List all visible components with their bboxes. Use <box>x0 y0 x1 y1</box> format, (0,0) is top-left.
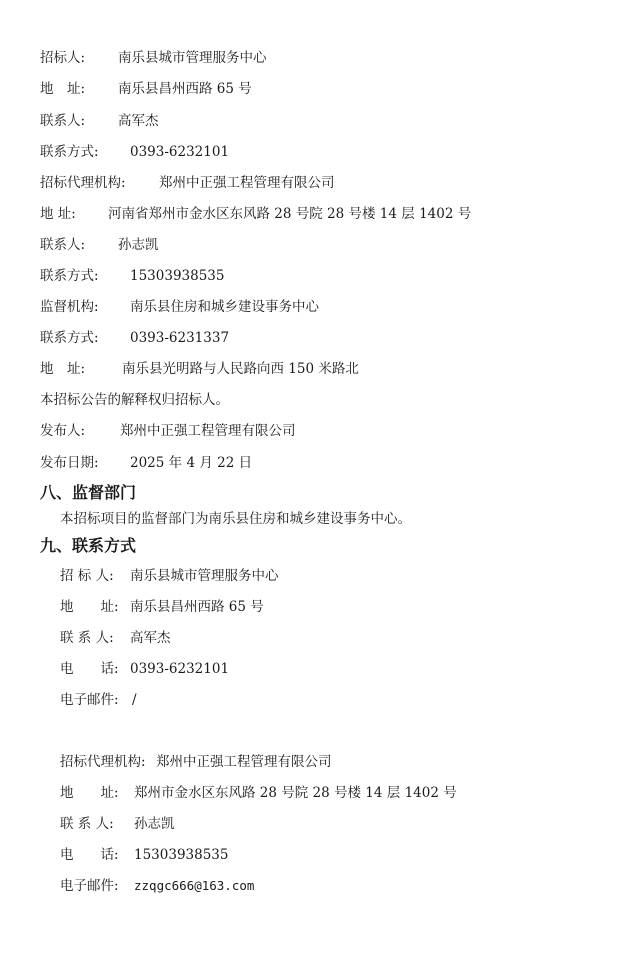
supervisor-label: 监督机构: <box>40 299 99 315</box>
s9-agency-phone-value: 15303938535 <box>134 847 229 863</box>
tenderer-value: 南乐县城市管理服务中心 <box>118 50 267 66</box>
s9-tenderer-row <box>60 568 279 584</box>
s9-tenderer-phone-row <box>60 661 230 677</box>
s9-tenderer-email-row <box>60 692 137 708</box>
agency-contact-label: 联系人: <box>40 237 86 253</box>
agency-value: 郑州中正强工程管理有限公司 <box>159 175 335 191</box>
s9-agency-address-label: 地 址: <box>60 785 119 801</box>
s9-agency-address-row <box>60 785 457 801</box>
agency-phone-label: 联系方式: <box>40 268 99 284</box>
tenderer-phone-value: 0393-6232101 <box>130 144 230 160</box>
s9-tenderer-address-label: 地 址: <box>60 599 119 615</box>
s9-agency-row <box>60 754 332 770</box>
tenderer-row <box>40 50 267 66</box>
supervisor-phone-value: 0393-6231337 <box>130 330 230 346</box>
tenderer-address-value: 南乐县昌州西路 65 号 <box>118 81 252 97</box>
supervisor-address-label: 地 址: <box>40 361 86 377</box>
publish-date-row <box>40 455 253 471</box>
tenderer-contact-row <box>40 113 159 129</box>
s9-tenderer-contact-label: 联 系 人: <box>60 630 114 646</box>
tenderer-contact-value: 高军杰 <box>118 113 159 129</box>
s9-tenderer-address-row <box>60 599 264 615</box>
tenderer-phone-label: 联系方式: <box>40 144 99 160</box>
agency-phone-row <box>40 268 225 284</box>
supervisor-address-row <box>40 361 359 377</box>
agency-address-label: 地 址: <box>40 206 76 222</box>
s9-agency-email-value[interactable]: zzqgc666@163.com <box>134 878 255 893</box>
supervisor-phone-row <box>40 330 230 346</box>
tenderer-address-row <box>40 81 252 97</box>
agency-contact-value: 孙志凯 <box>118 237 159 253</box>
publish-date-value: 2025 年 4 月 22 日 <box>130 455 253 471</box>
s9-agency-email-label: 电子邮件: <box>60 878 119 894</box>
s9-agency-contact-row <box>60 816 175 832</box>
s9-tenderer-label: 招 标 人: <box>60 568 114 584</box>
s9-agency-phone-label: 电 话: <box>60 847 119 863</box>
section8-text: 本招标项目的监督部门为南乐县住房和城乡建设事务中心。 <box>60 511 411 527</box>
s9-agency-email-row <box>60 878 255 894</box>
s9-agency-phone-row <box>60 847 229 863</box>
supervisor-address-value: 南乐县光明路与人民路向西 150 米路北 <box>122 361 359 377</box>
s9-tenderer-email-label: 电子邮件: <box>60 692 119 708</box>
tenderer-address-label: 地 址: <box>40 81 86 97</box>
s9-agency-address-value: 郑州市金水区东风路 28 号院 28 号楼 14 层 1402 号 <box>134 785 457 801</box>
supervisor-phone-label: 联系方式: <box>40 330 99 346</box>
s9-tenderer-address-value: 南乐县昌州西路 65 号 <box>130 599 264 615</box>
s9-agency-value: 郑州中正强工程管理有限公司 <box>156 754 332 770</box>
supervisor-row <box>40 299 319 315</box>
agency-label: 招标代理机构: <box>40 175 126 191</box>
s9-agency-contact-value: 孙志凯 <box>134 816 175 832</box>
section9-title: 九、联系方式 <box>40 536 137 555</box>
tenderer-contact-label: 联系人: <box>40 113 86 129</box>
tenderer-label: 招标人: <box>40 50 86 66</box>
s9-tenderer-value: 南乐县城市管理服务中心 <box>130 568 279 584</box>
s9-agency-contact-label: 联 系 人: <box>60 816 114 832</box>
s9-tenderer-contact-row <box>60 630 171 646</box>
interpretation-statement: 本招标公告的解释权归招标人。 <box>40 392 229 408</box>
agency-address-value: 河南省郑州市金水区东风路 28 号院 28 号楼 14 层 1402 号 <box>108 206 472 222</box>
s9-tenderer-contact-value: 高军杰 <box>130 630 171 646</box>
agency-contact-row <box>40 237 159 253</box>
section8-title: 八、监督部门 <box>40 483 137 502</box>
publisher-value: 郑州中正强工程管理有限公司 <box>120 423 296 439</box>
s9-tenderer-phone-label: 电 话: <box>60 661 119 677</box>
agency-phone-value: 15303938535 <box>130 268 225 284</box>
s9-tenderer-phone-value: 0393-6232101 <box>130 661 230 677</box>
agency-address-row <box>40 206 472 222</box>
publisher-row <box>40 423 296 439</box>
agency-row <box>40 175 335 191</box>
tenderer-phone-row <box>40 144 230 160</box>
supervisor-value: 南乐县住房和城乡建设事务中心 <box>130 299 319 315</box>
publish-date-label: 发布日期: <box>40 455 99 471</box>
s9-tenderer-email-value: / <box>132 692 137 708</box>
s9-agency-label: 招标代理机构: <box>60 754 146 770</box>
publisher-label: 发布人: <box>40 423 86 439</box>
